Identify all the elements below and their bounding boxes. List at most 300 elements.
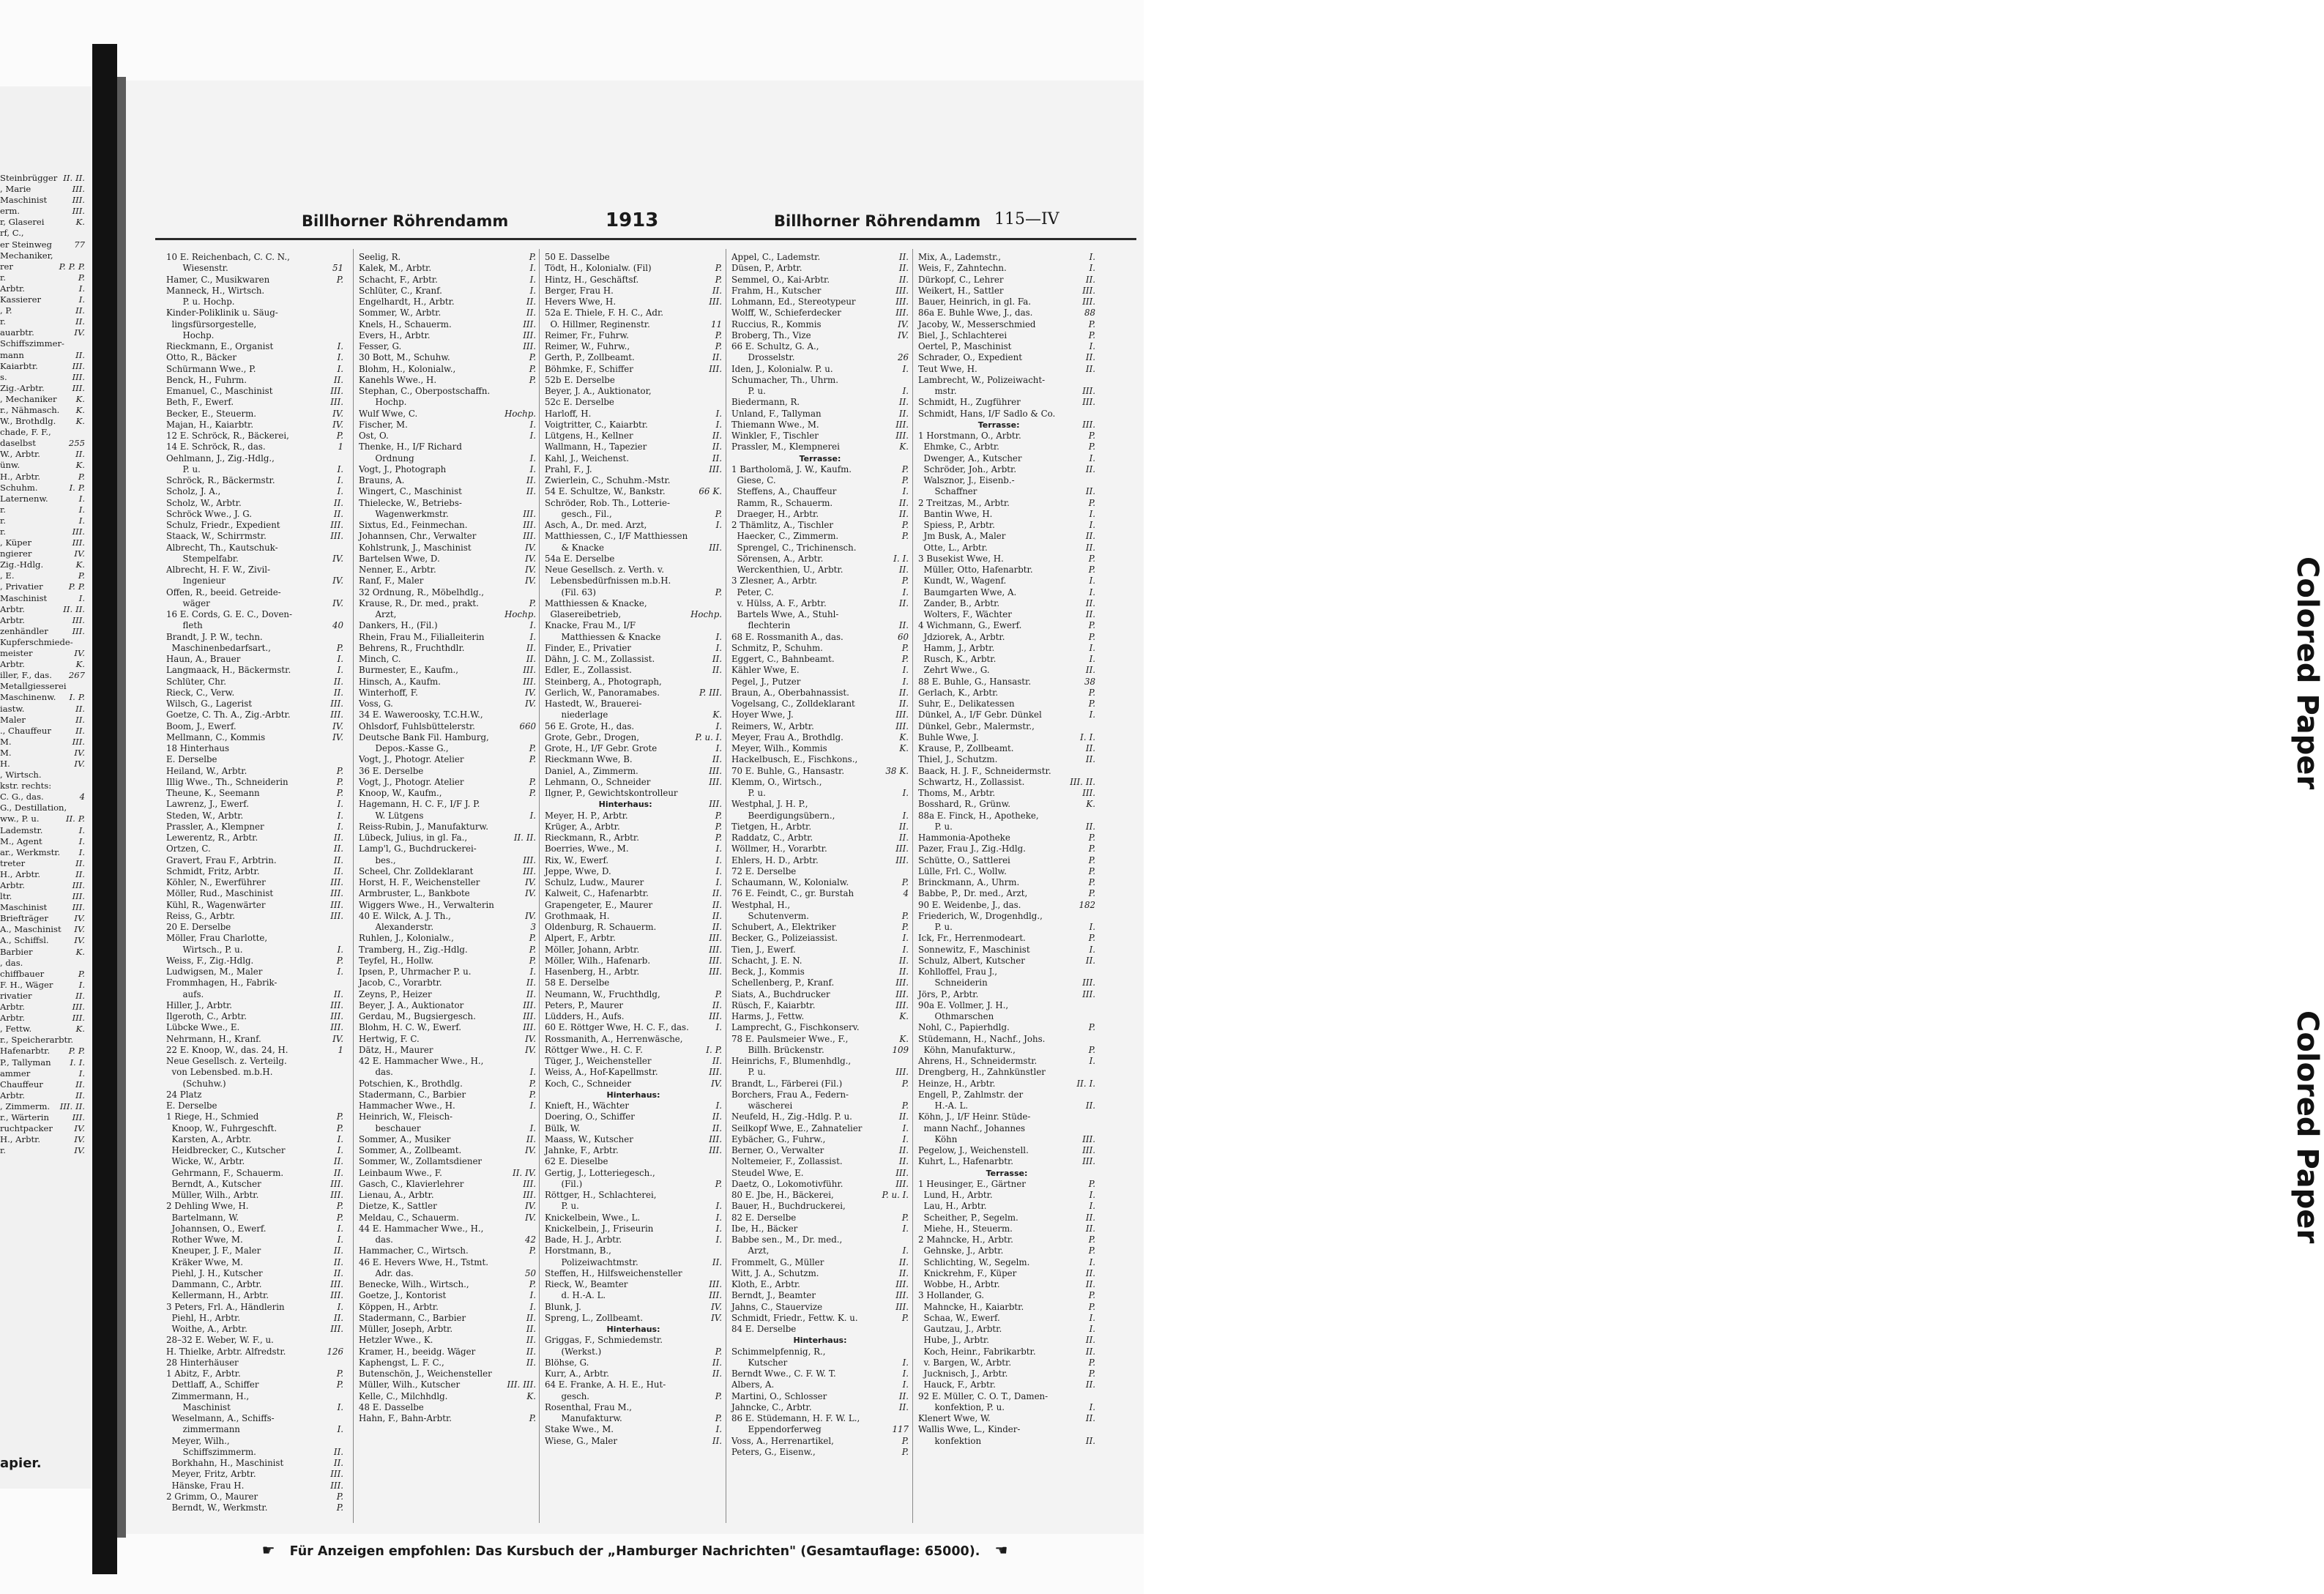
floor-code: II. xyxy=(898,1256,909,1267)
floor-code: II. xyxy=(75,449,85,460)
floor-code: K. xyxy=(712,486,722,497)
directory-entry xyxy=(731,777,909,788)
directory-entry xyxy=(545,743,722,754)
entry-text: Manneck, H., Wirtsch. xyxy=(166,285,265,296)
entry-text: Eppendorferweg xyxy=(731,1424,822,1435)
directory-entry xyxy=(359,1357,536,1368)
floor-code: I. xyxy=(715,854,722,865)
entry-text: Leinbaum Wwe., F. xyxy=(359,1167,442,1178)
entry-text: Köhn xyxy=(918,1133,958,1144)
floor-code: P. xyxy=(901,1446,909,1457)
directory-entry xyxy=(545,1011,722,1022)
directory-entry xyxy=(359,364,536,375)
directory-column-4 xyxy=(731,252,909,1458)
directory-entry xyxy=(359,1067,536,1078)
directory-entry xyxy=(545,888,722,899)
directory-entry xyxy=(918,1000,1095,1011)
directory-entry xyxy=(166,1368,343,1379)
floor-code: III. xyxy=(72,184,85,195)
entry-text: Daetz, O., Lokomotivführ. xyxy=(731,1178,843,1189)
entry-text: Kahl, J., Weichenst. xyxy=(545,452,630,463)
directory-entry xyxy=(918,587,1095,598)
left-page-entry xyxy=(0,637,88,648)
floor-code: K. xyxy=(75,404,85,415)
directory-entry xyxy=(918,777,1095,788)
directory-entry xyxy=(731,843,909,854)
directory-entry xyxy=(166,1000,343,1011)
directory-entry xyxy=(918,1011,1095,1022)
floor-code: II. xyxy=(1085,542,1095,553)
floor-code: I. xyxy=(902,1133,909,1144)
directory-entry xyxy=(545,1022,722,1033)
directory-entry xyxy=(545,352,722,363)
directory-entry xyxy=(166,1056,343,1067)
entry-text: H. Thielke, Arbtr. Alfredstr. xyxy=(166,1346,286,1357)
left-page-entry xyxy=(0,394,88,405)
entry-text: Wallmann, H., Tapezier xyxy=(545,442,647,452)
floor-code: P. xyxy=(336,1491,343,1502)
left-page-entry xyxy=(0,770,88,781)
entry-text: Müller, Joseph, Arbtr. xyxy=(359,1324,453,1334)
color-chart-strip xyxy=(1144,0,2324,1594)
entry-text: Kramer, H., beeidg. Wäger xyxy=(359,1346,476,1357)
directory-entry xyxy=(545,498,722,509)
entry-text: Scholz, J. A., xyxy=(166,486,221,497)
entry-text: Knacke, Frau M., I/F xyxy=(545,620,636,631)
entry-text: Wöllmer, H., Vorarbtr. xyxy=(731,843,827,854)
floor-code: II. xyxy=(526,1357,536,1368)
floor-code: P. xyxy=(529,933,536,944)
floor-code: P. xyxy=(1088,833,1095,843)
floor-code: I. xyxy=(529,431,536,441)
directory-entry xyxy=(731,900,909,911)
entry-text: 4 Wichmann, G., Ewerf. xyxy=(918,620,1022,631)
floor-code: III. xyxy=(330,1290,343,1301)
directory-entry xyxy=(166,397,343,408)
entry-text: Winterhoff, F. xyxy=(359,687,418,698)
floor-code: P. xyxy=(901,1435,909,1446)
directory-entry xyxy=(545,1268,722,1279)
entry-text: Matthiessen & Knacke, xyxy=(545,597,647,608)
directory-entry xyxy=(166,788,343,799)
directory-entry xyxy=(359,352,536,363)
directory-entry xyxy=(918,263,1095,274)
entry-text: Jörs, P., Arbtr. xyxy=(918,988,979,999)
floor-code: 66 xyxy=(699,486,710,497)
floor-code: K. xyxy=(899,1033,909,1044)
directory-entry xyxy=(918,1067,1095,1078)
directory-entry xyxy=(731,1000,909,1011)
entry-text: Thiel, J., Schutzm. xyxy=(918,754,998,765)
floor-code: II. xyxy=(75,857,85,868)
floor-code: IV. xyxy=(525,877,536,887)
floor-code: P. xyxy=(529,944,536,955)
entry-text: (Fil. 63) xyxy=(545,586,596,597)
entry-text: Dwenger, A., Kutscher xyxy=(918,452,1022,463)
floor-code: II. xyxy=(1085,597,1095,608)
entry-text: Bosshard, R., Grünw. xyxy=(918,799,1011,810)
entry-text: Fischer, M. xyxy=(359,419,408,430)
directory-entry xyxy=(731,1190,909,1201)
entry-text: Hinterhaus: xyxy=(606,1090,660,1100)
floor-code: II. xyxy=(712,754,722,765)
entry-text: Hube, J., Arbtr. xyxy=(918,1335,990,1346)
entry-text: 50 E. Dasselbe xyxy=(545,252,610,262)
entry-text: Gerth, P., Zollbeamt. xyxy=(545,352,635,363)
entry-text: Tietgen, H., Arbtr. xyxy=(731,821,812,832)
directory-entry xyxy=(731,263,909,274)
left-page-entry xyxy=(0,1002,88,1013)
floor-code: P. xyxy=(529,743,536,753)
floor-code: 11 xyxy=(710,319,722,329)
directory-entry xyxy=(166,1391,343,1402)
entry-text: Wolters, F., Wächter xyxy=(918,609,1012,619)
entry-text: Berndt, A., Kutscher xyxy=(166,1178,261,1189)
directory-entry xyxy=(166,643,343,654)
left-page-fragment xyxy=(0,86,91,1489)
left-page-entry xyxy=(0,327,88,338)
directory-entry xyxy=(166,576,343,586)
floor-code: P. xyxy=(1088,497,1095,508)
directory-entry xyxy=(359,1413,536,1424)
floor-code: P. xyxy=(78,482,85,493)
directory-entry xyxy=(166,1022,343,1033)
entry-text: ünw. xyxy=(0,460,21,471)
floor-code: I. xyxy=(69,692,75,703)
left-page-entry xyxy=(0,880,88,891)
floor-code: P. xyxy=(1088,553,1095,564)
entry-text: Staack, W., Schirrmstr. xyxy=(166,531,267,542)
floor-code: Hochp. xyxy=(690,609,722,619)
directory-entry xyxy=(545,977,722,988)
entry-text: Tödt, H., Kolonialw. (Fil) xyxy=(545,263,652,274)
entry-text: 1 Bartholomä, J. W., Kaufm. xyxy=(731,463,852,474)
floor-code: I. xyxy=(902,1122,909,1133)
floor-code: II. xyxy=(1085,352,1095,363)
directory-entry xyxy=(166,386,343,397)
entry-text: Wiggers Wwe., H., Verwalterin xyxy=(359,899,494,910)
entry-text: 70 E. Buhle, G., Hansastr. xyxy=(731,765,845,776)
floor-code: I. xyxy=(78,294,85,305)
floor-code: I. xyxy=(715,1424,722,1435)
directory-entry xyxy=(545,1290,722,1301)
left-page-entry xyxy=(0,615,88,626)
entry-text: 2 Treitzas, M., Arbtr. xyxy=(918,497,1010,508)
entry-text: Hochp. xyxy=(359,397,407,408)
directory-entry xyxy=(166,475,343,486)
entry-text: Walsznor, J., Eisenb.- xyxy=(918,475,1015,485)
floor-code: II. xyxy=(712,1056,722,1066)
floor-code: II. xyxy=(712,999,722,1010)
floor-code: I. xyxy=(78,979,85,990)
entry-text: Weselmann, A., Schiffs- xyxy=(166,1413,275,1423)
entry-text: Kaphengst, L. F. C., xyxy=(359,1357,444,1368)
directory-entry xyxy=(731,1145,909,1156)
floor-code: III. xyxy=(709,1279,722,1289)
left-page-entry xyxy=(0,991,88,1002)
floor-code: P. xyxy=(336,1368,343,1379)
entry-text: , Mechaniker xyxy=(0,393,57,404)
floor-code: II. xyxy=(333,1256,343,1267)
entry-text: Arbtr. xyxy=(0,880,25,890)
directory-entry xyxy=(359,1134,536,1145)
floor-code: I. xyxy=(902,1357,909,1368)
entry-text: wäscherei xyxy=(731,1100,793,1111)
directory-entry xyxy=(918,699,1095,710)
entry-text: Becker, E., Steuerm. xyxy=(166,408,257,419)
floor-code: I. xyxy=(1089,654,1095,664)
entry-text: Dankers, H., (Fil.) xyxy=(359,620,438,631)
directory-entry xyxy=(359,665,536,676)
floor-code: II. xyxy=(898,1111,909,1122)
entry-text: Gerlich, W., Panoramabes. xyxy=(545,687,660,698)
page-header xyxy=(126,209,1144,234)
entry-text: Bauer, H., Buchdruckerei, xyxy=(731,1201,846,1212)
entry-text: Wiese, G., Maler xyxy=(545,1435,617,1446)
directory-entry xyxy=(359,1123,536,1134)
entry-text: W., Brothdlg. xyxy=(0,416,56,427)
entry-text: Hammacher, C., Wirtsch. xyxy=(359,1245,469,1256)
floor-code: II. xyxy=(898,821,909,832)
floor-code: I. xyxy=(529,620,536,631)
directory-entry xyxy=(918,1268,1095,1279)
directory-entry xyxy=(918,308,1095,319)
floor-code: III. xyxy=(72,736,85,747)
entry-text: Ingenieur xyxy=(166,576,226,586)
floor-code: III. xyxy=(895,988,909,999)
floor-code: III. xyxy=(59,1100,73,1111)
directory-entry xyxy=(918,297,1095,308)
directory-entry xyxy=(359,777,536,788)
entry-text: niederlage xyxy=(545,710,608,720)
entry-text: Nohl, C., Papierhdlg. xyxy=(918,1022,1010,1033)
floor-code: 4 xyxy=(903,888,909,899)
directory-entry xyxy=(918,1201,1095,1212)
entry-text: fleth xyxy=(166,620,203,631)
directory-entry xyxy=(918,319,1095,330)
entry-text: Kelle, C., Milchhdlg. xyxy=(359,1390,448,1401)
directory-entry xyxy=(731,1347,909,1357)
floor-code: P. u. I. xyxy=(695,731,722,742)
entry-text: Krause, P., Zollbeamt. xyxy=(918,743,1014,753)
left-page-entry xyxy=(0,515,88,526)
floor-code: III. xyxy=(895,285,909,296)
entry-text: ruchtpacker xyxy=(0,1123,53,1134)
directory-entry xyxy=(166,1447,343,1458)
entry-text: Bartelsen Wwe, D. xyxy=(359,553,440,564)
floor-code: II. xyxy=(333,1267,343,1278)
section-heading xyxy=(918,1168,1095,1179)
entry-text: 92 E. Müller, C. O. T., Damen- xyxy=(918,1390,1049,1401)
entry-text: P. u. xyxy=(166,463,201,474)
entry-text: Schlüter, C., Kranf. xyxy=(359,285,442,296)
directory-entry xyxy=(359,855,536,866)
section-heading xyxy=(545,1090,722,1100)
entry-text: Grapengeter, E., Maurer xyxy=(545,899,653,910)
entry-text: Lüdders, H., Aufs. xyxy=(545,1011,625,1021)
directory-entry xyxy=(731,1324,909,1335)
directory-entry xyxy=(166,1502,343,1513)
directory-entry xyxy=(166,598,343,609)
floor-code: III. xyxy=(709,1290,722,1301)
floor-code: P. xyxy=(529,1245,536,1256)
floor-code: II. xyxy=(1085,1279,1095,1289)
directory-entry xyxy=(166,1100,343,1111)
entry-text: Rhein, Frau M., Filialleiterin xyxy=(359,631,485,642)
floor-code: P. xyxy=(529,754,536,765)
entry-text: r., Wärterin xyxy=(0,1111,49,1122)
floor-code: II. xyxy=(1085,463,1095,474)
left-page-entry xyxy=(0,405,88,416)
entry-text: Röttger, H., Schlachterei, xyxy=(545,1190,657,1200)
floor-code: II. xyxy=(63,603,73,614)
entry-text: r. xyxy=(0,504,6,515)
floor-code: P. xyxy=(1088,843,1095,854)
floor-code: 50 xyxy=(524,1267,536,1278)
entry-text: Scholz, W., Arbtr. xyxy=(166,497,242,508)
directory-entry xyxy=(731,1402,909,1413)
floor-code: I. xyxy=(337,1223,343,1234)
entry-text: Engell, P., Zahlmstr. der xyxy=(918,1089,1024,1100)
directory-entry xyxy=(166,275,343,286)
floor-code: P. xyxy=(336,1122,343,1133)
floor-code: III. xyxy=(330,699,343,709)
entry-text: Sonnewitz, F., Maschinist xyxy=(918,944,1030,955)
entry-text: Borkhahn, H., Maschinist xyxy=(166,1458,284,1468)
floor-code: II. xyxy=(75,173,85,183)
floor-code: I. xyxy=(902,386,909,396)
entry-text: , E. xyxy=(0,570,15,581)
entry-text: Beck, J., Kommis xyxy=(731,967,805,977)
floor-code: IV. xyxy=(74,913,85,924)
entry-text: mann Nachf., Johannes xyxy=(918,1122,1026,1133)
floor-code: 1 xyxy=(338,1044,343,1055)
entry-text: (Werkst.) xyxy=(545,1346,602,1357)
directory-entry xyxy=(166,956,343,967)
entry-text: mann xyxy=(0,349,24,360)
directory-entry xyxy=(545,1079,722,1090)
directory-entry xyxy=(359,654,536,665)
directory-entry xyxy=(731,956,909,967)
entry-text: Polizeiwachtmstr. xyxy=(545,1256,638,1267)
directory-entry xyxy=(545,855,722,866)
entry-text: Burmester, E., Kaufm., xyxy=(359,665,459,676)
floor-code: I. xyxy=(529,419,536,430)
entry-text: , Wirtsch. xyxy=(0,770,42,781)
entry-text: 88a E. Finck, H., Apotheke, xyxy=(918,810,1039,821)
directory-entry xyxy=(918,364,1095,375)
column-divider xyxy=(539,249,540,1523)
directory-entry xyxy=(545,576,722,586)
entry-text: Broberg, Th., Vize xyxy=(731,329,811,340)
left-page-entry xyxy=(0,449,88,460)
entry-text: Barbier xyxy=(0,946,33,957)
floor-code: P. xyxy=(715,1346,722,1357)
entry-text: Hoyer Wwe, J. xyxy=(731,710,794,720)
entry-text: Westphal, H., xyxy=(731,899,791,910)
left-page-entry xyxy=(0,604,88,615)
directory-entry xyxy=(918,397,1095,408)
directory-entry xyxy=(731,1313,909,1324)
entry-text: Beyer, J. A., Auktionator, xyxy=(545,386,652,396)
directory-entry xyxy=(731,576,909,586)
entry-text: Jeppe, Wwe, D. xyxy=(545,865,611,876)
floor-code: III. xyxy=(72,625,85,636)
directory-entry xyxy=(918,1022,1095,1033)
entry-text: Böhmke, F., Schiffer xyxy=(545,363,633,374)
floor-code: III. xyxy=(895,1067,909,1078)
directory-entry xyxy=(166,822,343,833)
directory-entry xyxy=(731,1436,909,1447)
entry-text: Wolff, W., Schieferdecker xyxy=(731,308,841,319)
entry-text: Pazer, Frau J., Zig.-Hdlg. xyxy=(918,843,1026,854)
directory-entry xyxy=(166,1491,343,1502)
floor-code: III. xyxy=(709,944,722,955)
directory-entry xyxy=(731,420,909,431)
floor-code: P. xyxy=(78,1046,85,1057)
floor-code: K. xyxy=(75,659,85,670)
directory-entry xyxy=(545,710,722,720)
directory-entry xyxy=(166,1257,343,1268)
floor-code: P. xyxy=(1088,888,1095,899)
floor-code: I. xyxy=(715,1212,722,1223)
directory-entry xyxy=(359,464,536,475)
directory-entry xyxy=(166,1011,343,1022)
floor-code: P. xyxy=(901,1312,909,1323)
directory-entry xyxy=(166,554,343,565)
directory-entry xyxy=(918,945,1095,956)
floor-code: IV. xyxy=(711,1301,722,1312)
entry-text: Tien, J., Ewerf. xyxy=(731,944,796,955)
floor-code: III. xyxy=(523,665,536,676)
left-page-entry xyxy=(0,858,88,869)
entry-text: Bülk, W. xyxy=(545,1122,581,1133)
directory-entry xyxy=(359,888,536,899)
directory-entry xyxy=(166,1481,343,1491)
floor-code: III. xyxy=(709,1133,722,1144)
left-page-entry xyxy=(0,239,88,250)
floor-code: II. xyxy=(1085,1379,1095,1390)
entry-text: Sommer, A., Zollbeamt. xyxy=(359,1145,462,1155)
directory-entry xyxy=(731,1447,909,1458)
entry-text: Gehnske, J., Arbtr. xyxy=(918,1245,1004,1256)
entry-text: Lohmann, Ed., Stereotypeur xyxy=(731,297,856,307)
floor-code: P. xyxy=(336,1201,343,1212)
floor-code: I. xyxy=(78,1057,85,1068)
floor-code: 126 xyxy=(327,1346,343,1357)
left-page-entry xyxy=(0,659,88,670)
directory-entry xyxy=(545,587,722,598)
entry-text: Maschinist xyxy=(0,592,48,603)
entry-text: Oehlmann, J., Zig.-Hdlg., xyxy=(166,452,275,463)
entry-text: Horstmann, B., xyxy=(545,1245,611,1256)
entry-text: ar., Werkmstr. xyxy=(0,846,61,857)
floor-code: II. xyxy=(1085,1335,1095,1346)
entry-text: 30 Bott, M., Schuhw. xyxy=(359,352,450,363)
floor-code: III. xyxy=(523,676,536,687)
directory-entry xyxy=(359,1201,536,1212)
entry-text: Dettlaff, A., Schiffer xyxy=(166,1379,259,1390)
floor-code: I. xyxy=(902,1223,909,1234)
entry-text: Steinbrügger xyxy=(0,173,58,183)
entry-text: r., Speicherarbtr. xyxy=(0,1035,74,1046)
directory-entry xyxy=(731,833,909,843)
entry-text: Reiss, G., Arbtr. xyxy=(166,910,236,921)
directory-entry xyxy=(166,1123,343,1134)
directory-entry xyxy=(545,397,722,408)
entry-text: Grote, H., I/F Gebr. Grote xyxy=(545,743,658,753)
floor-code: K. xyxy=(75,416,85,427)
